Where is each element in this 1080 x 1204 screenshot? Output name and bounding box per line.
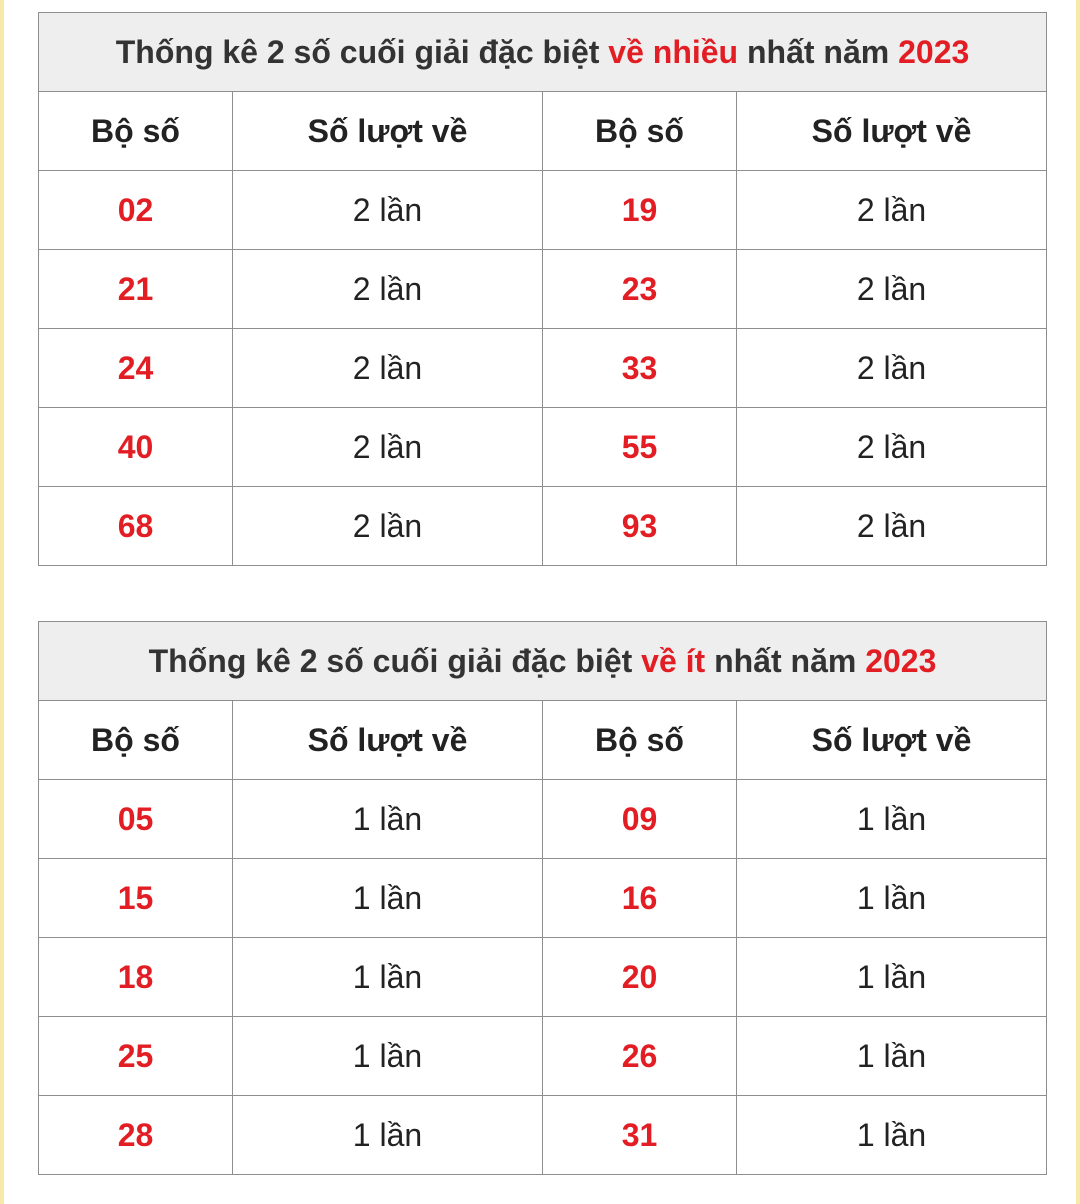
number-cell: 93	[543, 487, 737, 566]
title-year: 2023	[865, 642, 937, 679]
title-year: 2023	[898, 33, 970, 70]
table-row	[39, 487, 1047, 566]
number-cell: 15	[39, 859, 233, 938]
count-cell: 2 lần	[233, 171, 543, 250]
title-highlight: về ít	[641, 642, 706, 679]
table-row	[39, 329, 1047, 408]
number-cell: 31	[543, 1096, 737, 1175]
header-occurrences: Số lượt về	[233, 92, 543, 171]
number-cell: 25	[39, 1017, 233, 1096]
header-occurrences: Số lượt về	[233, 701, 543, 780]
header-row	[39, 701, 1047, 780]
count-cell: 1 lần	[737, 1017, 1047, 1096]
count-cell: 1 lần	[737, 780, 1047, 859]
number-cell: 19	[543, 171, 737, 250]
number-cell: 40	[39, 408, 233, 487]
count-cell: 1 lần	[233, 938, 543, 1017]
least-frequent-table	[38, 621, 1047, 1175]
number-cell: 16	[543, 859, 737, 938]
number-cell: 55	[543, 408, 737, 487]
table-row	[39, 780, 1047, 859]
number-cell: 09	[543, 780, 737, 859]
count-cell: 2 lần	[737, 329, 1047, 408]
title-middle: nhất năm	[705, 642, 866, 679]
table-row	[39, 1096, 1047, 1175]
number-cell: 23	[543, 250, 737, 329]
table-title	[39, 13, 1047, 92]
count-cell: 1 lần	[233, 1017, 543, 1096]
count-cell: 1 lần	[737, 938, 1047, 1017]
page-edge-left	[0, 0, 4, 1204]
count-cell: 2 lần	[233, 408, 543, 487]
number-cell: 33	[543, 329, 737, 408]
table-row	[39, 1017, 1047, 1096]
number-cell: 18	[39, 938, 233, 1017]
count-cell: 1 lần	[737, 859, 1047, 938]
count-cell: 2 lần	[737, 408, 1047, 487]
header-occurrences: Số lượt về	[737, 701, 1047, 780]
page-edge-right	[1076, 0, 1080, 1204]
table-title-row	[39, 13, 1047, 92]
header-occurrences: Số lượt về	[737, 92, 1047, 171]
number-cell: 02	[39, 171, 233, 250]
table-row	[39, 938, 1047, 1017]
count-cell: 1 lần	[233, 1096, 543, 1175]
header-number-set: Bộ số	[39, 701, 233, 780]
count-cell: 1 lần	[233, 780, 543, 859]
count-cell: 2 lần	[737, 250, 1047, 329]
count-cell: 2 lần	[233, 250, 543, 329]
header-row	[39, 92, 1047, 171]
count-cell: 1 lần	[737, 1096, 1047, 1175]
title-highlight: về nhiều	[608, 33, 739, 70]
table-title	[39, 622, 1047, 701]
table-row	[39, 408, 1047, 487]
number-cell: 68	[39, 487, 233, 566]
table-row	[39, 859, 1047, 938]
count-cell: 1 lần	[233, 859, 543, 938]
number-cell: 21	[39, 250, 233, 329]
table-row	[39, 250, 1047, 329]
header-number-set: Bộ số	[39, 92, 233, 171]
count-cell: 2 lần	[737, 487, 1047, 566]
header-number-set: Bộ số	[543, 701, 737, 780]
count-cell: 2 lần	[233, 487, 543, 566]
table-title-row	[39, 622, 1047, 701]
number-cell: 28	[39, 1096, 233, 1175]
number-cell: 05	[39, 780, 233, 859]
number-cell: 26	[543, 1017, 737, 1096]
most-frequent-table	[38, 12, 1047, 566]
title-prefix: Thống kê 2 số cuối giải đặc biệt	[148, 642, 642, 679]
number-cell: 20	[543, 938, 737, 1017]
title-prefix: Thống kê 2 số cuối giải đặc biệt	[115, 33, 609, 70]
title-middle: nhất năm	[738, 33, 899, 70]
count-cell: 2 lần	[233, 329, 543, 408]
table-row	[39, 171, 1047, 250]
count-cell: 2 lần	[737, 171, 1047, 250]
number-cell: 24	[39, 329, 233, 408]
header-number-set: Bộ số	[543, 92, 737, 171]
